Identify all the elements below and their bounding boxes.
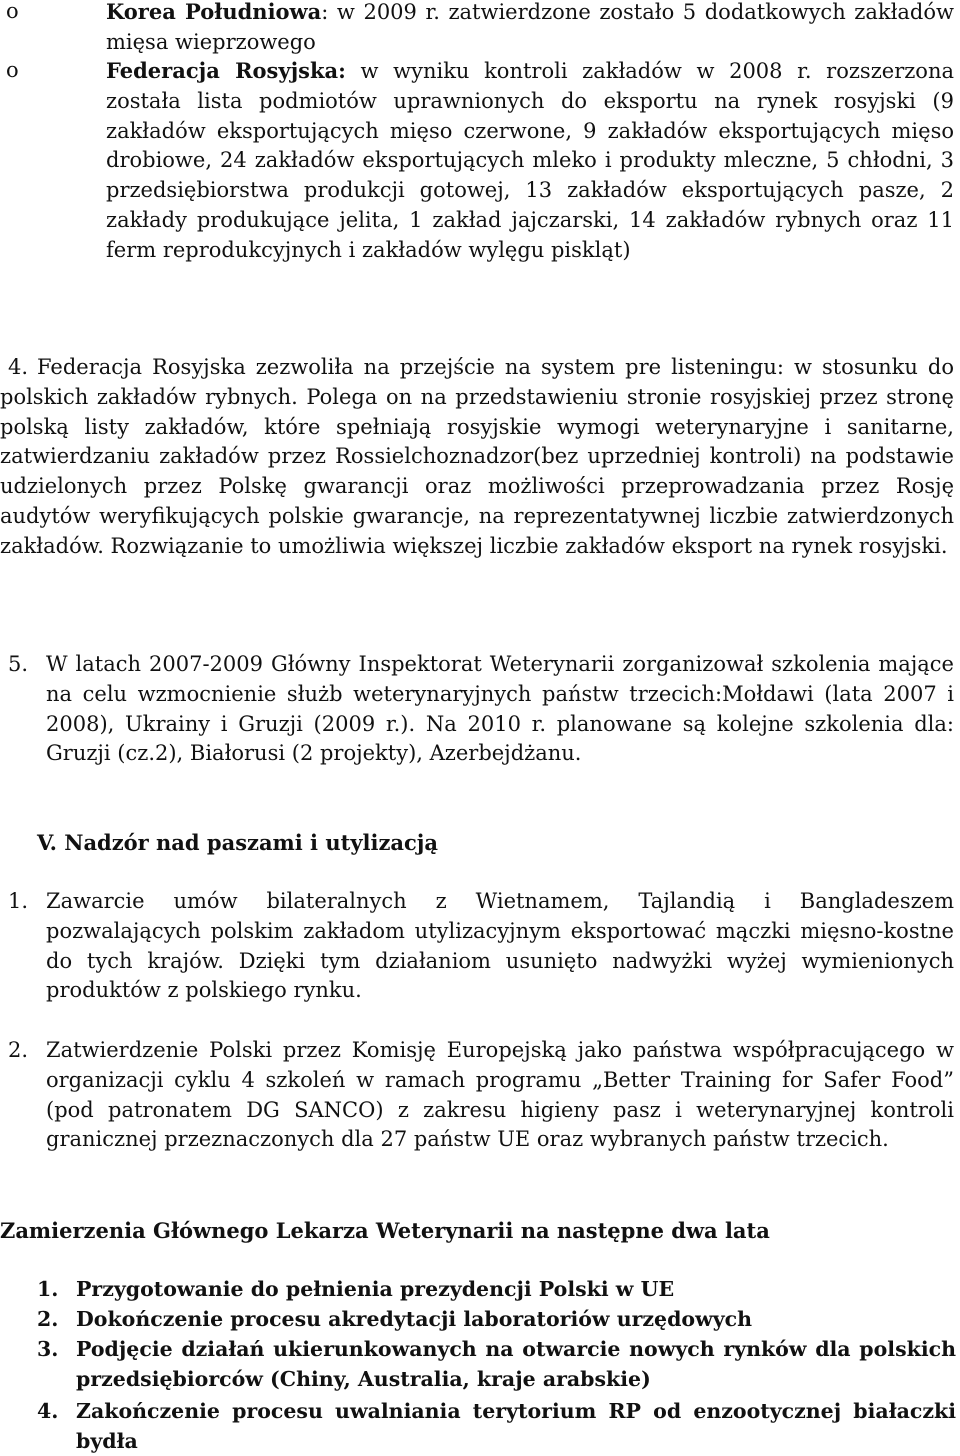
goal-number: 3.: [37, 1337, 59, 1361]
point-number: 1.: [8, 889, 29, 913]
bullet-item: [0, 0, 960, 60]
numbered-point: [0, 353, 960, 623]
numbered-point: [0, 887, 960, 1007]
bullet-text: [106, 56, 954, 266]
goals-heading: Zamierzenia Głównego Lekarza Weterynarii na następne dwa lata: [0, 1218, 770, 1243]
point-number: 4.: [8, 355, 29, 379]
bullet-marker: o: [6, 0, 19, 23]
bullet-marker: o: [6, 58, 19, 82]
goal-number: 4.: [37, 1399, 59, 1423]
goal-text: Zakończenie procesu uwalniania terytorium RP od enzootycznej białaczki bydła: [76, 1399, 956, 1453]
goal-text: Podjęcie działań ukierunkowanych na otwarcie nowych rynków dla polskich przedsiębiorców (Chiny, Australia, kraje arabskie): [76, 1337, 956, 1391]
point-number: 5.: [8, 652, 29, 676]
bullet-country: Federacja Rosyjska:: [106, 58, 346, 83]
point-text: Zawarcie umów bilateralnych z Wietnamem, Tajlandią i Bangladeszem pozwalających polskim zakładom utylizacyjnym eksportować mączki mięsno-kostne do tych krajów. Dzięki tym działaniom usunięto nadwyżki wyżej wymienionych produktów z polskiego rynku.: [46, 889, 954, 1003]
goal-text: Przygotowanie do pełnienia prezydencji Polski w UE: [76, 1277, 675, 1301]
bullet-text: [106, 0, 954, 58]
point-number: 2.: [8, 1038, 29, 1062]
bullet-body: : w 2009 r. zatwierdzone zostało 5 dodatkowych zakładów mięsa wieprzowego: [106, 0, 954, 54]
bullet-item: [0, 56, 960, 326]
point-text: W latach 2007-2009 Główny Inspektorat Weterynarii zorganizował szkolenia mające na celu wzmocnienie służb weterynaryjnych państw trzecich:Mołdawi (lata 2007 i 2008), Ukrainy i Gruzji (2009 r.). Na 2010 r. planowane są kolejne szkolenia dla: Gruzji (cz.2), Białorusi (2 projekty), Azerbejdżanu.: [46, 652, 954, 766]
bullet-country: Korea Południowa: [106, 0, 322, 24]
goals-list: [0, 1275, 960, 1455]
numbered-point: [0, 1036, 960, 1186]
goal-number: 1.: [37, 1277, 59, 1301]
numbered-point: [0, 650, 960, 800]
goal-text: Dokończenie procesu akredytacji laboratoriów urzędowych: [76, 1307, 753, 1331]
section-heading: V. Nadzór nad paszami i utylizacją: [37, 830, 438, 855]
goal-number: 2.: [37, 1307, 59, 1331]
point-text: Federacja Rosyjska zezwoliła na przejście na system pre listeningu: w stosunku do polskich zakładów rybnych. Polega on na przedstawieniu stronie rosyjskiej przez stronę polską listy zakładów, które spełniają rosyjskie wymogi weterynaryjne i sanitarne, zatwierdzaniu zakładów przez Rossielchoznadzor(bez uprzedniej kontroli) na podstawie udzielonych przez Polskę gwarancji oraz możliwości przeprowadzania przez Rosję audytów weryfikujących polskie gwarancje, na reprezentatywnej liczbie zatwierdzonych zakładów. Rozwiązanie to umożliwia większej liczbie zakładów eksport na rynek rosyjski.: [0, 355, 954, 558]
bullet-body: w wyniku kontroli zakładów w 2008 r. rozszerzona została lista podmiotów uprawnionych do eksportu na rynek rosyjski (9 zakładów eksportujących mięso czerwone, 9 zakładów eksportujących mięso drobiowe, 24 zakładów eksportujących mleko i produkty mleczne, 5 chłodni, 3 przedsiębiorstwa produkcji gotowej, 13 zakładów eksportujących pasze, 2 zakłady produkujące jelita, 1 zakład jajczarski, 14 zakładów rybnych oraz 11 ferm reprodukcyjnych i zakładów wylęgu piskląt): [106, 59, 954, 262]
point-text: Zatwierdzenie Polski przez Komisję Europejską jako państwa współpracującego w organizacji cyklu 4 szkoleń w ramach programu „Better Training for Safer Food” (pod patronatem DG SANCO) z zakresu higieny pasz i weterynaryjnej kontroli granicznej przeznaczonych dla 27 państw UE oraz wybranych państw trzecich.: [46, 1038, 954, 1152]
